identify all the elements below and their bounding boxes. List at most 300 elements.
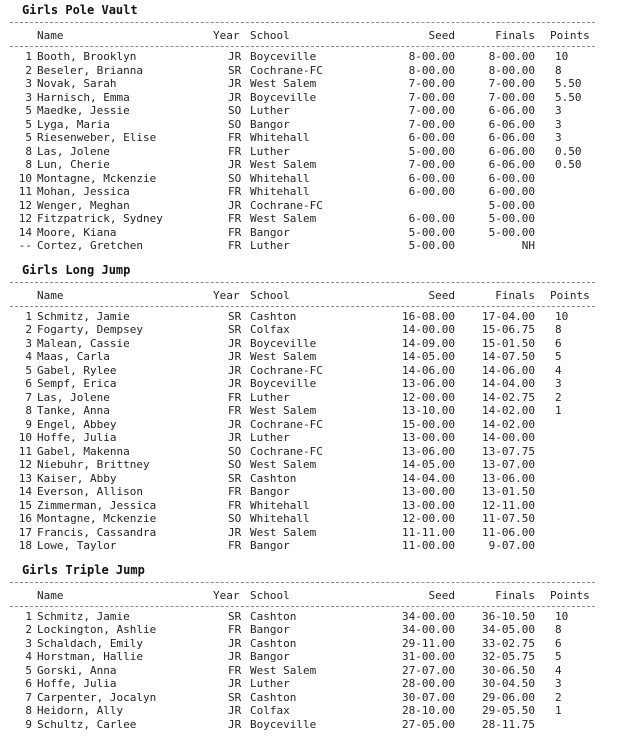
column-headers [0, 589, 627, 603]
athlete-year: FR [228, 485, 242, 498]
finals-mark: 11-06.00 [482, 525, 535, 539]
athlete-name: Fitzpatrick, Sydney [37, 212, 163, 225]
seed-mark: 14-05.00 [402, 350, 455, 363]
seed-mark: 13-00.00 [402, 485, 455, 498]
table-row [0, 185, 627, 199]
points-value: 3 [555, 377, 562, 390]
finals-mark: 14-02.00 [482, 404, 535, 417]
seed-mark: 8-00.00 [408, 63, 455, 77]
athlete-year: SR [228, 309, 242, 323]
seed-mark: 13-00.00 [402, 498, 455, 512]
place-cell: 1 [25, 609, 32, 623]
athlete-year: JR [228, 677, 242, 690]
athlete-year: SR [228, 471, 242, 485]
seed-mark: 31-00.00 [402, 650, 455, 663]
column-headers [0, 289, 627, 303]
finals-mark: 6-00.00 [488, 171, 535, 185]
finals-mark: 5-00.00 [488, 225, 535, 239]
finals-mark: 30-06.50 [482, 663, 535, 677]
seed-mark: 34-00.00 [402, 623, 455, 636]
points-value: 3 [555, 131, 562, 144]
table-row [0, 310, 627, 324]
finals-mark: 8-00.00 [488, 50, 535, 63]
points-value: 5.50 [555, 77, 582, 90]
athlete-name: Montagne, Mckenzie [37, 171, 157, 185]
school-name: Whitehall [250, 185, 310, 198]
finals-mark: 6-06.00 [488, 131, 535, 144]
finals-mark: 13-07.75 [482, 444, 535, 458]
points-value: 6 [555, 636, 562, 650]
header-name: Name [37, 29, 64, 42]
seed-mark: 28-00.00 [402, 677, 455, 690]
finals-mark: 36-10.50 [482, 609, 535, 623]
points-value: 2 [555, 690, 562, 704]
athlete-year: SO [228, 444, 242, 458]
finals-mark: 30-04.50 [482, 677, 535, 690]
athlete-name: Horstman, Hallie [37, 650, 143, 663]
place-cell: 2 [25, 323, 32, 336]
school-name: Cochrane-FC [250, 444, 323, 458]
place-cell: 2 [25, 63, 32, 77]
athlete-name: Hoffe, Julia [37, 677, 117, 690]
table-row [0, 445, 627, 459]
school-name: West Salem [250, 458, 317, 471]
place-cell: 9 [25, 417, 32, 431]
athlete-year: SO [228, 117, 242, 131]
column-header-row [0, 20, 627, 50]
seed-mark: 27-05.00 [402, 717, 455, 731]
divider-top [10, 282, 595, 283]
athlete-name: Schultz, Carlee [37, 717, 137, 731]
school-name: Luther [250, 677, 290, 690]
school-name: Cashton [250, 690, 297, 704]
seed-mark: 8-00.00 [408, 50, 455, 63]
athlete-name: Montagne, Mckenzie [37, 512, 157, 525]
school-name: Luther [250, 104, 290, 117]
athlete-year: SR [228, 690, 242, 704]
place-cell: 8 [25, 144, 32, 158]
column-header-row [0, 580, 627, 610]
table-row [0, 704, 627, 718]
athlete-year: FR [228, 144, 242, 158]
athlete-name: Moore, Kiana [37, 225, 117, 239]
seed-mark: 29-11.00 [402, 636, 455, 650]
athlete-name: Lockington, Ashlie [37, 623, 157, 636]
seed-mark: 6-00.00 [408, 131, 455, 144]
divider-bottom [10, 306, 595, 307]
place-cell: 11 [18, 185, 32, 198]
seed-mark: 13-06.00 [402, 444, 455, 458]
header-finals: Finals [495, 29, 535, 42]
place-cell: 10 [18, 171, 32, 185]
athlete-name: Schaldach, Emily [37, 636, 143, 650]
athlete-name: Riesenweber, Elise [37, 131, 157, 144]
school-name: Cashton [250, 309, 297, 323]
table-row [0, 404, 627, 418]
athlete-name: Zimmerman, Jessica [37, 498, 157, 512]
seed-mark: 27-07.00 [402, 663, 455, 677]
athlete-year: JR [228, 158, 242, 171]
school-name: Boyceville [250, 377, 317, 390]
table-row [0, 64, 627, 78]
athlete-year: JR [228, 717, 242, 731]
table-row [0, 718, 627, 732]
athlete-name: Harnisch, Emma [37, 90, 130, 104]
table-row [0, 104, 627, 118]
header-seed: Seed [428, 588, 455, 602]
school-name: Boyceville [250, 90, 317, 104]
athlete-name: Booth, Brooklyn [37, 50, 137, 63]
finals-mark: 17-04.00 [482, 309, 535, 323]
school-name: West Salem [250, 525, 317, 539]
points-value: 8 [555, 63, 562, 77]
place-cell: 2 [25, 623, 32, 636]
seed-mark: 14-05.00 [402, 458, 455, 471]
athlete-year: JR [228, 50, 242, 63]
points-value: 8 [555, 623, 562, 636]
points-value: 5 [555, 650, 562, 663]
athlete-year: SR [228, 323, 242, 336]
finals-mark: 13-06.00 [482, 471, 535, 485]
athlete-year: FR [228, 663, 242, 677]
athlete-name: Beseler, Brianna [37, 63, 143, 77]
place-cell: 12 [18, 212, 32, 225]
table-row [0, 364, 627, 378]
place-cell: 8 [25, 158, 32, 171]
header-finals: Finals [495, 288, 535, 302]
athlete-name: Engel, Abbey [37, 417, 117, 431]
seed-mark: 6-00.00 [408, 212, 455, 225]
school-name: Cochrane-FC [250, 198, 323, 212]
school-name: West Salem [250, 77, 317, 90]
finals-mark: 6-06.00 [488, 158, 535, 171]
place-cell: 5 [25, 363, 32, 377]
school-name: Cochrane-FC [250, 417, 323, 431]
school-name: Cashton [250, 636, 297, 650]
table-row [0, 431, 627, 445]
finals-mark: 5-00.00 [488, 212, 535, 225]
event-section-2 [0, 260, 627, 560]
school-name: Cochrane-FC [250, 363, 323, 377]
seed-mark: 7-00.00 [408, 158, 455, 171]
finals-mark: 8-00.00 [488, 63, 535, 77]
seed-mark: 14-09.00 [402, 336, 455, 350]
seed-mark: 16-08.00 [402, 309, 455, 323]
points-value: 3 [555, 117, 562, 131]
table-row [0, 526, 627, 540]
athlete-year: FR [228, 404, 242, 417]
table-row [0, 391, 627, 405]
points-value: 0.50 [555, 144, 582, 158]
header-name: Name [37, 288, 64, 302]
athlete-year: SO [228, 171, 242, 185]
athlete-name: Las, Jolene [37, 390, 110, 404]
athlete-year: FR [228, 498, 242, 512]
points-value: 10 [555, 609, 569, 623]
athlete-year: SR [228, 63, 242, 77]
athlete-year: JR [228, 363, 242, 377]
finals-mark: 5-00.00 [488, 198, 535, 212]
table-row [0, 323, 627, 337]
header-seed: Seed [428, 288, 455, 302]
seed-mark: 5-00.00 [408, 225, 455, 239]
table-row [0, 610, 627, 624]
school-name: Luther [250, 431, 290, 444]
table-row [0, 50, 627, 64]
athlete-year: SO [228, 512, 242, 525]
place-cell: 1 [25, 309, 32, 323]
points-value: 6 [555, 336, 562, 350]
seed-mark: 15-00.00 [402, 417, 455, 431]
event-title: Girls Pole Vault [22, 3, 138, 17]
athlete-year: JR [228, 198, 242, 212]
seed-mark: 12-00.00 [402, 512, 455, 525]
place-cell: 9 [25, 717, 32, 731]
athlete-name: Francis, Cassandra [37, 525, 157, 539]
header-year: Year [213, 288, 240, 302]
finals-mark: 13-01.50 [482, 485, 535, 498]
finals-mark: 14-07.50 [482, 350, 535, 363]
table-row [0, 664, 627, 678]
place-cell: -- [18, 239, 32, 252]
table-row [0, 77, 627, 91]
athlete-year: FR [228, 390, 242, 404]
seed-mark: 11-11.00 [402, 525, 455, 539]
seed-mark: 5-00.00 [408, 144, 455, 158]
place-cell: 3 [25, 90, 32, 104]
table-row [0, 212, 627, 226]
finals-mark: 14-06.00 [482, 363, 535, 377]
seed-mark: 6-00.00 [408, 185, 455, 198]
finals-mark: 14-04.00 [482, 377, 535, 390]
athlete-year: JR [228, 77, 242, 90]
seed-mark: 6-00.00 [408, 171, 455, 185]
school-name: West Salem [250, 158, 317, 171]
header-points: Points [550, 288, 590, 302]
finals-mark: 6-06.00 [488, 117, 535, 131]
place-cell: 8 [25, 704, 32, 717]
table-row [0, 539, 627, 553]
athlete-name: Maedke, Jessie [37, 104, 130, 117]
athlete-name: Mohan, Jessica [37, 185, 130, 198]
seed-mark: 7-00.00 [408, 90, 455, 104]
seed-mark: 12-00.00 [402, 390, 455, 404]
seed-mark: 14-06.00 [402, 363, 455, 377]
school-name: Boyceville [250, 336, 317, 350]
athlete-year: FR [228, 225, 242, 239]
table-row [0, 145, 627, 159]
finals-mark: 14-00.00 [482, 431, 535, 444]
school-name: Whitehall [250, 131, 310, 144]
place-cell: 6 [25, 377, 32, 390]
seed-mark: 30-07.00 [402, 690, 455, 704]
school-name: Whitehall [250, 512, 310, 525]
school-name: Bangor [250, 623, 290, 636]
athlete-name: Fogarty, Dempsey [37, 323, 143, 336]
result-rows [0, 310, 627, 553]
points-value: 1 [555, 704, 562, 717]
athlete-year: FR [228, 239, 242, 252]
divider-top [10, 582, 595, 583]
result-rows [0, 50, 627, 253]
place-cell: 17 [18, 525, 32, 539]
seed-mark: 13-06.00 [402, 377, 455, 390]
finals-mark: 34-05.00 [482, 623, 535, 636]
header-school: School [250, 288, 290, 302]
event-section-1 [0, 0, 627, 260]
place-cell: 14 [18, 225, 32, 239]
school-name: West Salem [250, 350, 317, 363]
points-value: 4 [555, 363, 562, 377]
points-value: 1 [555, 404, 562, 417]
points-value: 8 [555, 323, 562, 336]
seed-mark: 7-00.00 [408, 77, 455, 90]
points-value: 3 [555, 104, 562, 117]
school-name: Bangor [250, 225, 290, 239]
points-value: 10 [555, 50, 569, 63]
school-name: Cashton [250, 609, 297, 623]
place-cell: 14 [18, 485, 32, 498]
athlete-year: FR [228, 539, 242, 552]
header-year: Year [213, 29, 240, 42]
athlete-name: Gabel, Rylee [37, 363, 117, 377]
table-row [0, 623, 627, 637]
school-name: Bangor [250, 650, 290, 663]
event-section-3 [0, 560, 627, 739]
athlete-year: JR [228, 350, 242, 363]
seed-mark: 7-00.00 [408, 117, 455, 131]
school-name: Bangor [250, 539, 290, 552]
athlete-name: Schmitz, Jamie [37, 309, 130, 323]
seed-mark: 13-00.00 [402, 431, 455, 444]
place-cell: 18 [18, 539, 32, 552]
athlete-name: Lyga, Maria [37, 117, 110, 131]
athlete-name: Heidorn, Ally [37, 704, 124, 717]
points-value: 5.50 [555, 90, 582, 104]
finals-mark: 6-06.00 [488, 104, 535, 117]
school-name: Bangor [250, 485, 290, 498]
finals-mark: 7-00.00 [488, 90, 535, 104]
divider-top [10, 22, 595, 23]
athlete-year: FR [228, 185, 242, 198]
table-row [0, 118, 627, 132]
school-name: Colfax [250, 323, 290, 336]
table-row [0, 131, 627, 145]
school-name: Cochrane-FC [250, 63, 323, 77]
place-cell: 10 [18, 431, 32, 444]
seed-mark: 28-10.00 [402, 704, 455, 717]
place-cell: 1 [25, 50, 32, 63]
finals-mark: 29-06.00 [482, 690, 535, 704]
athlete-name: Malean, Cassie [37, 336, 130, 350]
finals-mark: 13-07.00 [482, 458, 535, 471]
divider-bottom [10, 46, 595, 47]
table-row [0, 350, 627, 364]
table-row [0, 691, 627, 705]
athlete-name: Gorski, Anna [37, 663, 117, 677]
athlete-name: Cortez, Gretchen [37, 239, 143, 252]
table-row [0, 172, 627, 186]
place-cell: 8 [25, 404, 32, 417]
points-value: 5 [555, 350, 562, 363]
seed-mark: 14-00.00 [402, 323, 455, 336]
school-name: West Salem [250, 404, 317, 417]
athlete-name: Lun, Cherie [37, 158, 110, 171]
athlete-year: JR [228, 650, 242, 663]
table-row [0, 472, 627, 486]
athlete-name: Carpenter, Jocalyn [37, 690, 157, 704]
header-school: School [250, 29, 290, 42]
athlete-year: FR [228, 212, 242, 225]
finals-mark: 33-02.75 [482, 636, 535, 650]
finals-mark: 6-00.00 [488, 185, 535, 198]
place-cell: 3 [25, 636, 32, 650]
column-headers [0, 29, 627, 43]
place-cell: 7 [25, 690, 32, 704]
finals-mark: NH [521, 239, 535, 252]
athlete-name: Tanke, Anna [37, 404, 110, 417]
seed-mark: 5-00.00 [408, 239, 455, 252]
header-school: School [250, 588, 290, 602]
table-row [0, 377, 627, 391]
table-row [0, 458, 627, 472]
athlete-name: Lowe, Taylor [37, 539, 117, 552]
seed-mark: 7-00.00 [408, 104, 455, 117]
school-name: Boyceville [250, 717, 317, 731]
athlete-year: JR [228, 417, 242, 431]
school-name: Luther [250, 390, 290, 404]
table-row [0, 485, 627, 499]
place-cell: 11 [18, 444, 32, 458]
athlete-year: JR [228, 377, 242, 390]
table-row [0, 91, 627, 105]
place-cell: 5 [25, 104, 32, 117]
athlete-year: JR [228, 90, 242, 104]
athlete-name: Schmitz, Jamie [37, 609, 130, 623]
school-name: Bangor [250, 117, 290, 131]
athlete-year: FR [228, 131, 242, 144]
finals-mark: 29-05.50 [482, 704, 535, 717]
table-row [0, 650, 627, 664]
place-cell: 5 [25, 131, 32, 144]
athlete-name: Kaiser, Abby [37, 471, 117, 485]
school-name: Whitehall [250, 171, 310, 185]
athlete-name: Niebuhr, Brittney [37, 458, 150, 471]
finals-mark: 11-07.50 [482, 512, 535, 525]
place-cell: 15 [18, 498, 32, 512]
seed-mark: 14-04.00 [402, 471, 455, 485]
place-cell: 3 [25, 77, 32, 90]
athlete-year: JR [228, 636, 242, 650]
athlete-year: SR [228, 609, 242, 623]
athlete-name: Wenger, Meghan [37, 198, 130, 212]
column-header-row [0, 280, 627, 310]
points-value: 4 [555, 663, 562, 677]
athlete-name: Sempf, Erica [37, 377, 117, 390]
place-cell: 5 [25, 663, 32, 677]
table-row [0, 677, 627, 691]
header-year: Year [213, 588, 240, 602]
finals-mark: 7-00.00 [488, 77, 535, 90]
athlete-year: JR [228, 704, 242, 717]
table-row [0, 512, 627, 526]
athlete-name: Gabel, Makenna [37, 444, 130, 458]
header-seed: Seed [428, 29, 455, 42]
seed-mark: 13-10.00 [402, 404, 455, 417]
school-name: Luther [250, 144, 290, 158]
place-cell: 13 [18, 471, 32, 485]
finals-mark: 32-05.75 [482, 650, 535, 663]
